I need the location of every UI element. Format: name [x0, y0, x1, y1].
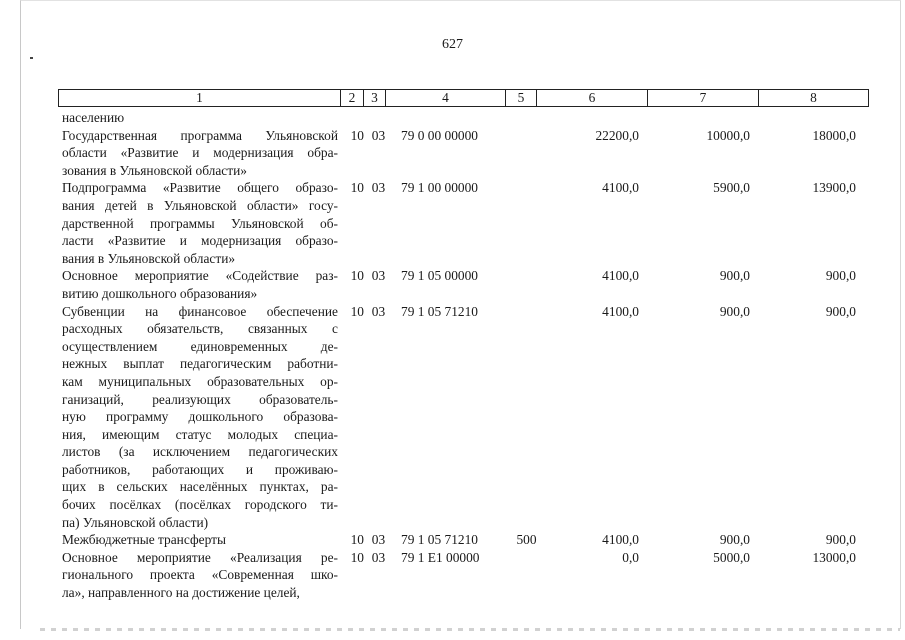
col-value-8: 900,0: [825, 303, 856, 319]
col-subsection: 03: [371, 303, 386, 319]
row-name-line: зования в Ульяновской области»: [62, 162, 247, 178]
col-value-8: 18000,0: [812, 127, 856, 143]
col-subsection: 03: [371, 549, 386, 565]
row-name-line: листов (за исключением педагогических: [62, 444, 338, 460]
table-row: [62, 127, 856, 180]
table-row: [62, 549, 856, 602]
col-value-7: 900,0: [719, 268, 750, 284]
table-row: [62, 303, 856, 532]
col-value-6: 4100,0: [602, 180, 639, 196]
col-value-7: 10000,0: [706, 127, 750, 143]
col-section: 10: [350, 532, 364, 548]
page-number: 627: [442, 37, 463, 52]
header-col-7: 7: [648, 89, 759, 107]
col-section: 10: [350, 127, 364, 143]
col-expense-type: 500: [516, 532, 537, 548]
col-target-code: 79 1 05 00000: [401, 268, 478, 284]
row-name: [62, 127, 338, 180]
col-subsection: 03: [371, 532, 386, 548]
row-name-line: Государственная программа Ульяновской: [62, 127, 338, 143]
header-col-6: 6: [537, 89, 648, 107]
col-value-8: 13900,0: [812, 180, 856, 196]
row-name: [62, 549, 338, 602]
row-name: [62, 109, 338, 127]
col-target-code: 79 1 00 00000: [401, 180, 478, 196]
row-name-line: кам муниципальных образовательных ор-: [62, 373, 338, 389]
row-name-line: витию дошкольного образования»: [62, 285, 258, 301]
row-name-line: ния, имеющим статус молодых специа-: [62, 426, 338, 442]
row-name-line: ганизаций, реализующих образователь-: [62, 391, 338, 407]
row-name-line: нежных выплат педагогическим работни-: [62, 356, 338, 372]
col-section: 10: [350, 180, 364, 196]
col-target-code: 79 1 E1 00000: [401, 549, 480, 565]
col-section: 10: [350, 549, 364, 565]
row-name-line: вания детей в Ульяновской области» госу-: [62, 197, 338, 213]
row-name-line: ласти «Развитие и модернизация образо-: [62, 233, 338, 249]
row-name: [62, 531, 338, 549]
header-col-1: 1: [58, 89, 341, 107]
row-name-line: работников, работающих и проживаю-: [62, 461, 338, 477]
row-name-line: щих в сельских населённых пунктах, ра-: [62, 479, 338, 495]
row-name-line: осуществлением единовременных де-: [62, 338, 338, 354]
row-name-line: гионального проекта «Современная шко-: [62, 567, 338, 583]
row-name-line: Субвенции на финансовое обеспечение: [62, 303, 338, 319]
col-value-7: 900,0: [719, 532, 750, 548]
row-name-line: области «Развитие и модернизация обра-: [62, 145, 338, 161]
header-col-5: 5: [506, 89, 537, 107]
row-name-line: Основное мероприятие «Содействие раз-: [62, 268, 338, 284]
row-name-line: расходных обязательств, связанных с: [62, 321, 338, 337]
scan-edge: [40, 628, 900, 631]
row-name-line: вания в Ульяновской области»: [62, 250, 236, 266]
col-subsection: 03: [371, 127, 386, 143]
header-col-3: 3: [364, 89, 386, 107]
col-value-8: 900,0: [825, 532, 856, 548]
col-value-6: 4100,0: [602, 303, 639, 319]
table-body: [62, 109, 856, 602]
col-value-7: 5000,0: [713, 549, 750, 565]
col-target-code: 79 0 00 00000: [401, 127, 478, 143]
row-name-line: Основное мероприятие «Реализация ре-: [62, 549, 338, 565]
row-name-line: бочих посёлках (посёлках городского ти-: [62, 497, 338, 513]
col-section: 10: [350, 268, 364, 284]
col-value-7: 900,0: [719, 303, 750, 319]
table-row: [62, 531, 856, 549]
header-col-2: 2: [341, 89, 364, 107]
row-name-line: ла», направленного на достижение целей,: [62, 585, 300, 601]
header-col-8: 8: [759, 89, 869, 107]
table-row: [62, 109, 856, 127]
col-value-8: 13000,0: [812, 549, 856, 565]
row-name-line: Подпрограмма «Развитие общего образо-: [62, 180, 338, 196]
col-value-8: 900,0: [825, 268, 856, 284]
col-target-code: 79 1 05 71210: [401, 532, 478, 548]
header-col-4: 4: [386, 89, 506, 107]
col-value-6: 4100,0: [602, 268, 639, 284]
col-section: 10: [350, 303, 364, 319]
row-name-line: населению: [62, 110, 125, 125]
table-header: [58, 89, 869, 107]
row-name: [62, 267, 338, 302]
table-row: [62, 267, 856, 302]
col-value-7: 5900,0: [713, 180, 750, 196]
col-value-6: 0,0: [622, 549, 639, 565]
row-name-line: дарственной программы Ульяновской об-: [62, 215, 338, 231]
col-value-6: 22200,0: [595, 127, 639, 143]
row-name-line: ную программу дошкольного образова-: [62, 409, 338, 425]
col-value-6: 4100,0: [602, 532, 639, 548]
col-subsection: 03: [371, 268, 386, 284]
col-target-code: 79 1 05 71210: [401, 303, 478, 319]
col-subsection: 03: [371, 180, 386, 196]
row-name-line: па) Ульяновской области): [62, 514, 209, 530]
table-row: [62, 179, 856, 267]
row-name: [62, 179, 338, 267]
scan-speck: [30, 57, 33, 59]
row-name: [62, 303, 338, 532]
row-name-line: Межбюджетные трансферты: [62, 532, 226, 548]
